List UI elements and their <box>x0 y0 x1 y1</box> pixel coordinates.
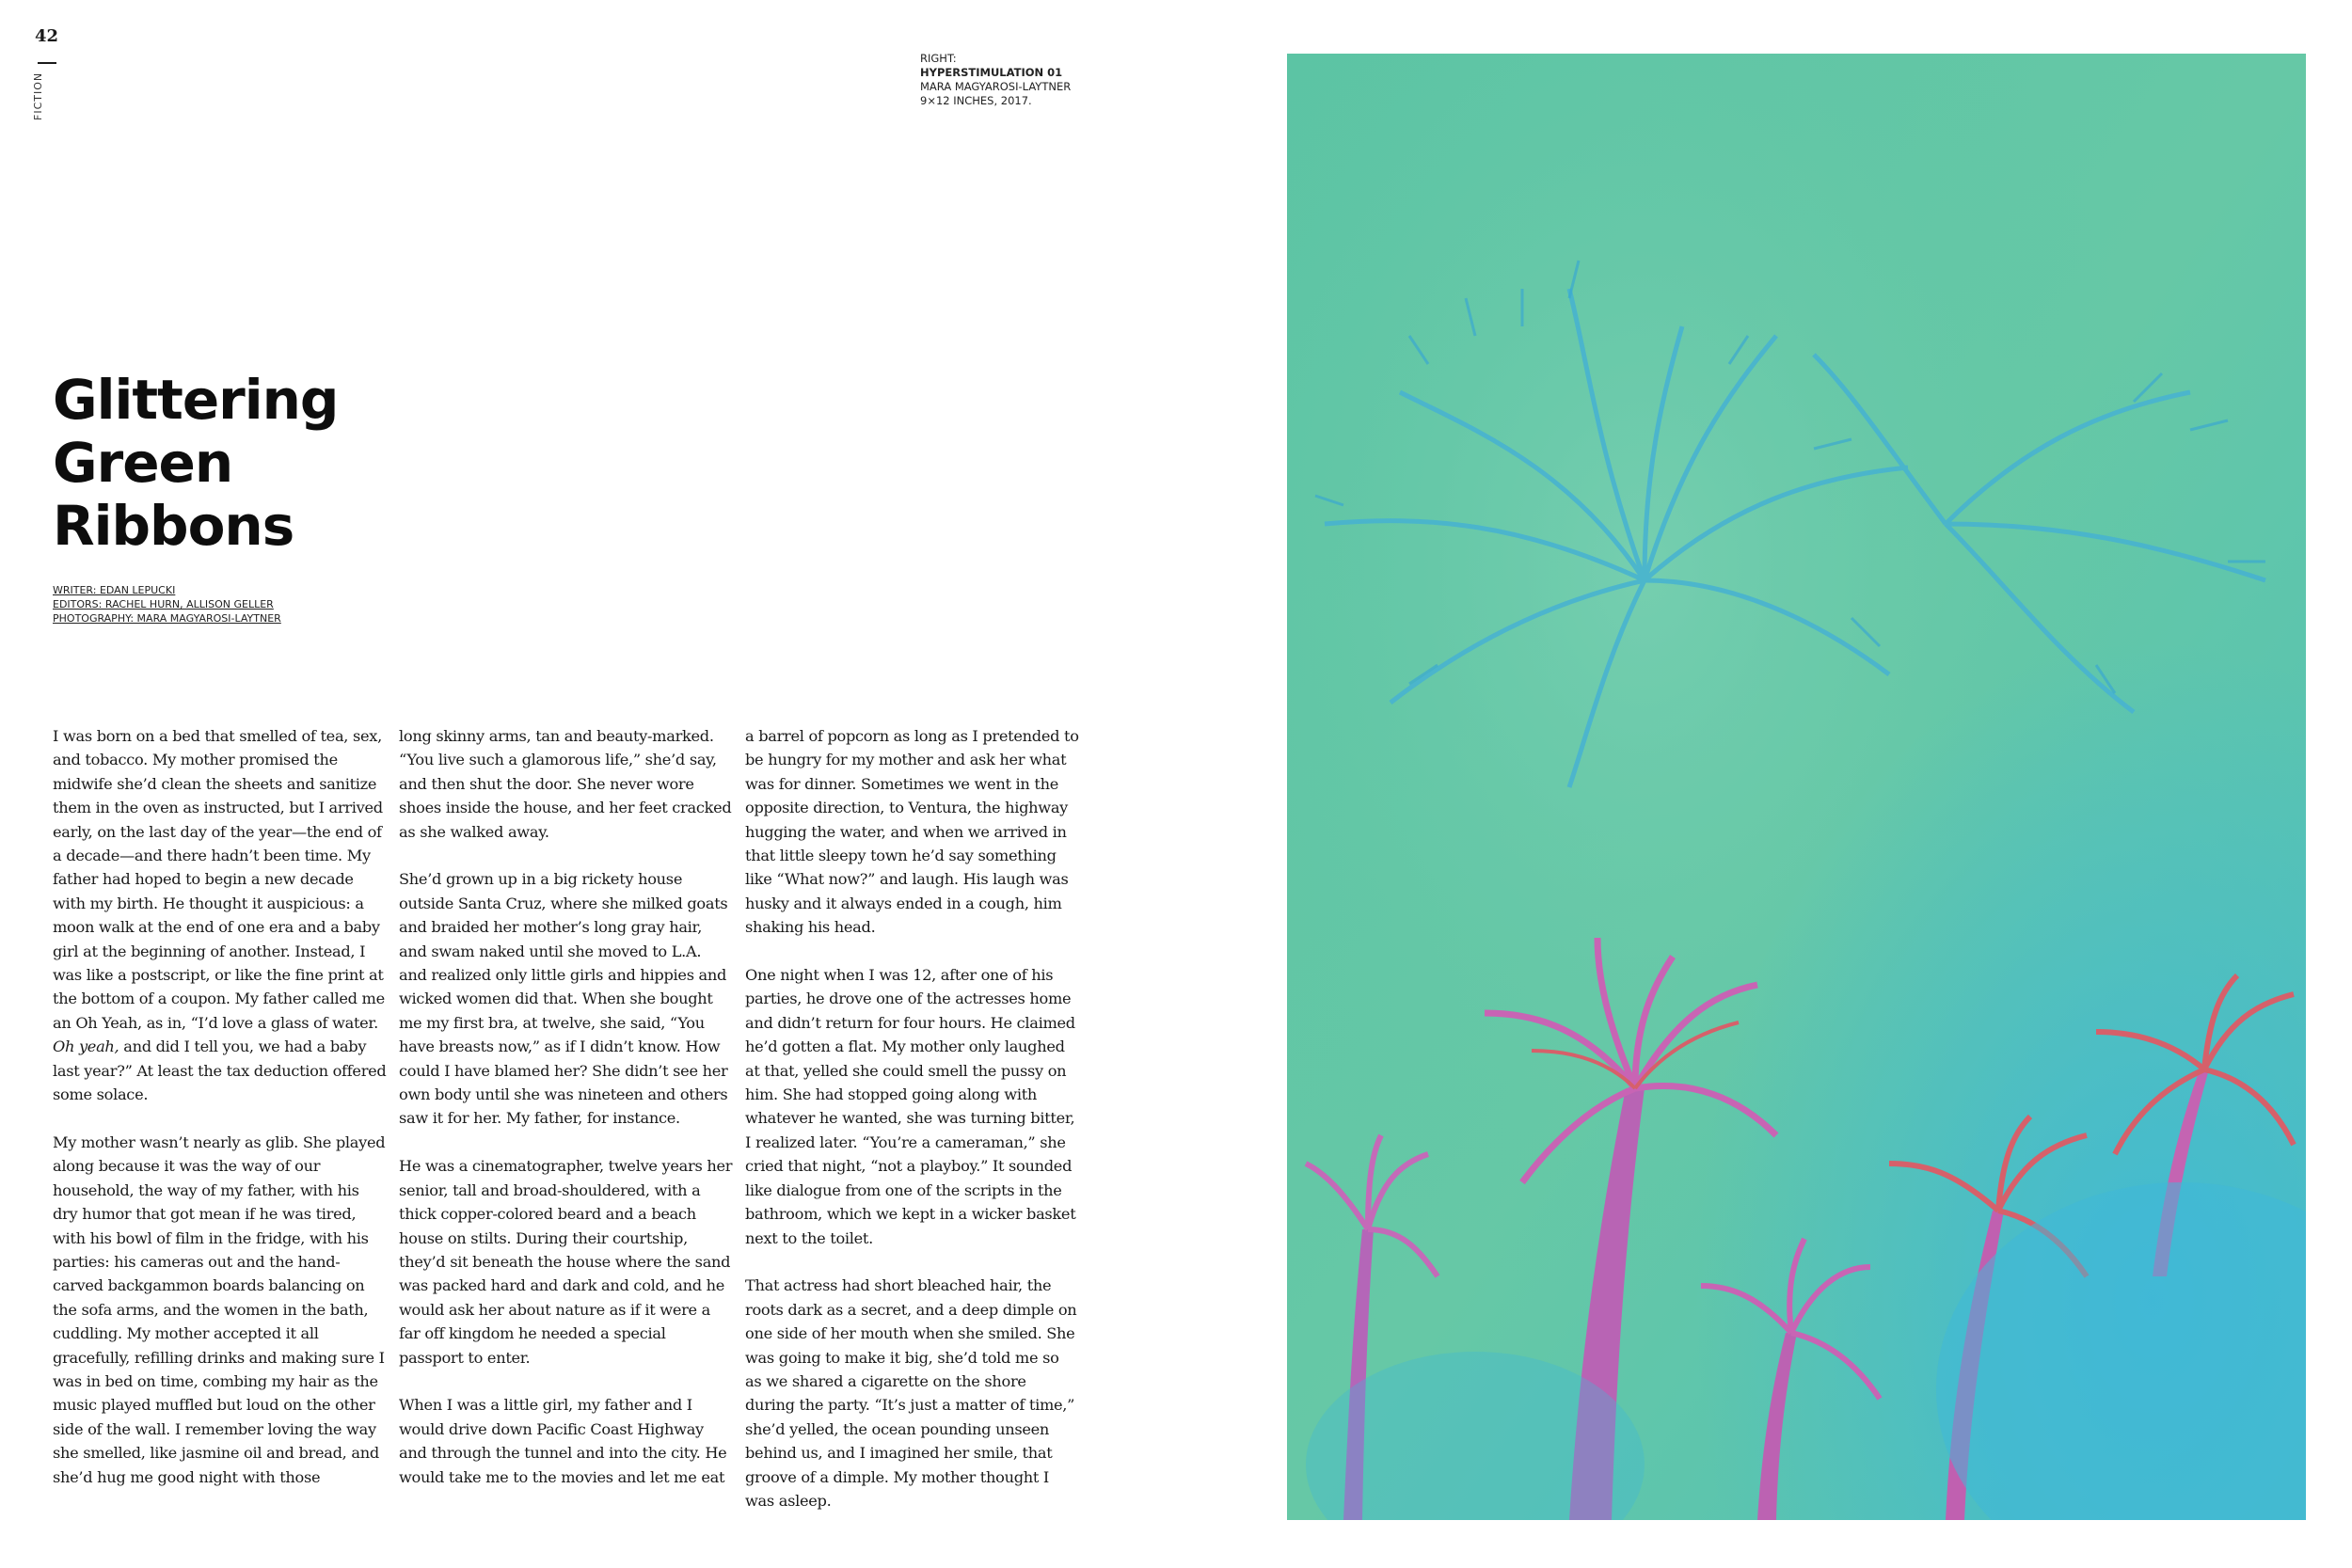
caption-dimensions: 9×12 INCHES, 2017. <box>920 94 1032 107</box>
section-label: FICTION <box>32 71 44 120</box>
palm-trees-artwork <box>1287 54 2306 1520</box>
caption-position: RIGHT: <box>920 52 957 65</box>
body-paragraph: One night when I was 12, after one of his parties, he drove one of the actresses home and didn’t return for four hours. He claimed he’d gotten a flat. My mother only laughed at that, yelled she could smell the pussy on him. She had stopped going along with whatever he wanted, she was turning bitter, I realized later. “You’re a cameraman,” she cried that night, “not a playboy.” It sounded like dialogue from one of the scripts in the bathroom, which we kept in a wicker basket next to the toilet. <box>745 966 1076 1247</box>
section-divider <box>38 62 56 64</box>
credit-writer[interactable]: WRITER: EDAN LEPUCKI <box>53 584 176 596</box>
body-paragraph: He was a cinematographer, twelve years her senior, tall and broad-shouldered, with a thick copper-colored beard and a beach house on stilts. During their courtship, they’d sit beneath the house where the sand was packed hard and dark and cold, and he would ask her about nature as if it were a far off kingdom he needed a special passport to enter. <box>399 1157 733 1367</box>
body-paragraph: long skinny arms, tan and beauty-marked. “You live such a glamorous life,” she’d say, and then shut the door. She never wore shoes inside the house, and her feet cracked as she walked away. <box>399 727 732 841</box>
title-line-2: Green <box>53 431 233 495</box>
paragraph-text: and did I tell you, we had a baby last year?” At least the tax deduction offered some solace. <box>53 1037 387 1104</box>
title-line-1: Glittering <box>53 368 339 432</box>
body-column-1 <box>53 724 387 1489</box>
body-column-2 <box>399 724 733 1489</box>
credit-photography[interactable]: PHOTOGRAPHY: MARA MAGYAROSI-LAYTNER <box>53 612 281 625</box>
artwork-image <box>1287 54 2306 1520</box>
caption-artist: MARA MAGYAROSI-LAYTNER <box>920 80 1072 93</box>
body-paragraph: She’d grown up in a big rickety house outside Santa Cruz, where she milked goats and braided her mother’s long gray hair, and swam naked until she moved to L.A. and realized only little girls and hippies and wicked women did that. When she bought me my first bra, at twelve, she said, “You have breasts now,” as if I didn’t know. How could I have blamed her? She didn’t see her own body until she was nineteen and others saw it for her. My father, for instance. <box>399 870 728 1128</box>
body-paragraph: a barrel of popcorn as long as I pretended to be hungry for my mother and ask her what was for dinner. Sometimes we went in the opposite direction, to Ventura, the highway hugging the water, and when we arrived in that little sleepy town he’d say something like “What now?” and laugh. His laugh was husky and it always ended in a cough, him shaking his head. <box>745 727 1079 937</box>
body-paragraph: That actress had short bleached hair, the roots dark as a secret, and a deep dimple on one side of her mouth when she smiled. She was going to make it big, she’d told me so as we shared a cigarette on the shore during the party. “It’s just a matter of time,” she’d yelled, the ocean pounding unseen behind us, and I imagined her smile, that groove of a dimple. My mother thought I was asleep. <box>745 1276 1077 1510</box>
credit-editors[interactable]: EDITORS: RACHEL HURN, ALLISON GELLER <box>53 598 274 610</box>
artwork-caption <box>920 52 1071 108</box>
story-credits <box>53 583 281 626</box>
paragraph-text: I was born on a bed that smelled of tea, sex, and tobacco. My mother promised the midwife she’d clean the sheets and sanitize them in the oven as instructed, but I arrived early, on the last day of the year—the end of a decade—and there hadn’t been time. My father had hoped to begin a new decade with my birth. He thought it auspicious: a moon walk at the end of one era and a baby girl at the beginning of another. Instead, I was like a postscript, or like the fine print at the bottom of a coupon. My father called me an Oh Yeah, as in, “I’d love a glass of water. <box>53 727 385 1032</box>
page-number: 42 <box>35 26 59 46</box>
body-paragraph: When I was a little girl, my father and I would drive down Pacific Coast Highway and through the tunnel and into the city. He would take me to the movies and let me eat <box>399 1396 727 1486</box>
caption-artwork-title: HYPERSTIMULATION 01 <box>920 66 1063 79</box>
title-line-3: Ribbons <box>53 494 294 558</box>
story-title <box>53 369 523 558</box>
body-paragraph: My mother wasn’t nearly as glib. She played along because it was the way of our household, the way of my father, with his dry humor that got mean if he was tired, with his bowl of film in the fridge, with his parties: his cameras out and the hand-carved backgammon boards balancing on the sofa arms, and the women in the bath, cuddling. My mother accepted it all gracefully, refilling drinks and making sure I was in bed on time, combing my hair as the music played muffled but loud on the other side of the wall. I remember loving the way she smelled, like jasmine oil and bread, and she’d hug me good night with those <box>53 1132 386 1486</box>
paragraph-emphasis: Oh yeah, <box>53 1037 119 1056</box>
body-paragraph <box>53 724 387 1107</box>
body-column-3 <box>745 724 1079 1513</box>
